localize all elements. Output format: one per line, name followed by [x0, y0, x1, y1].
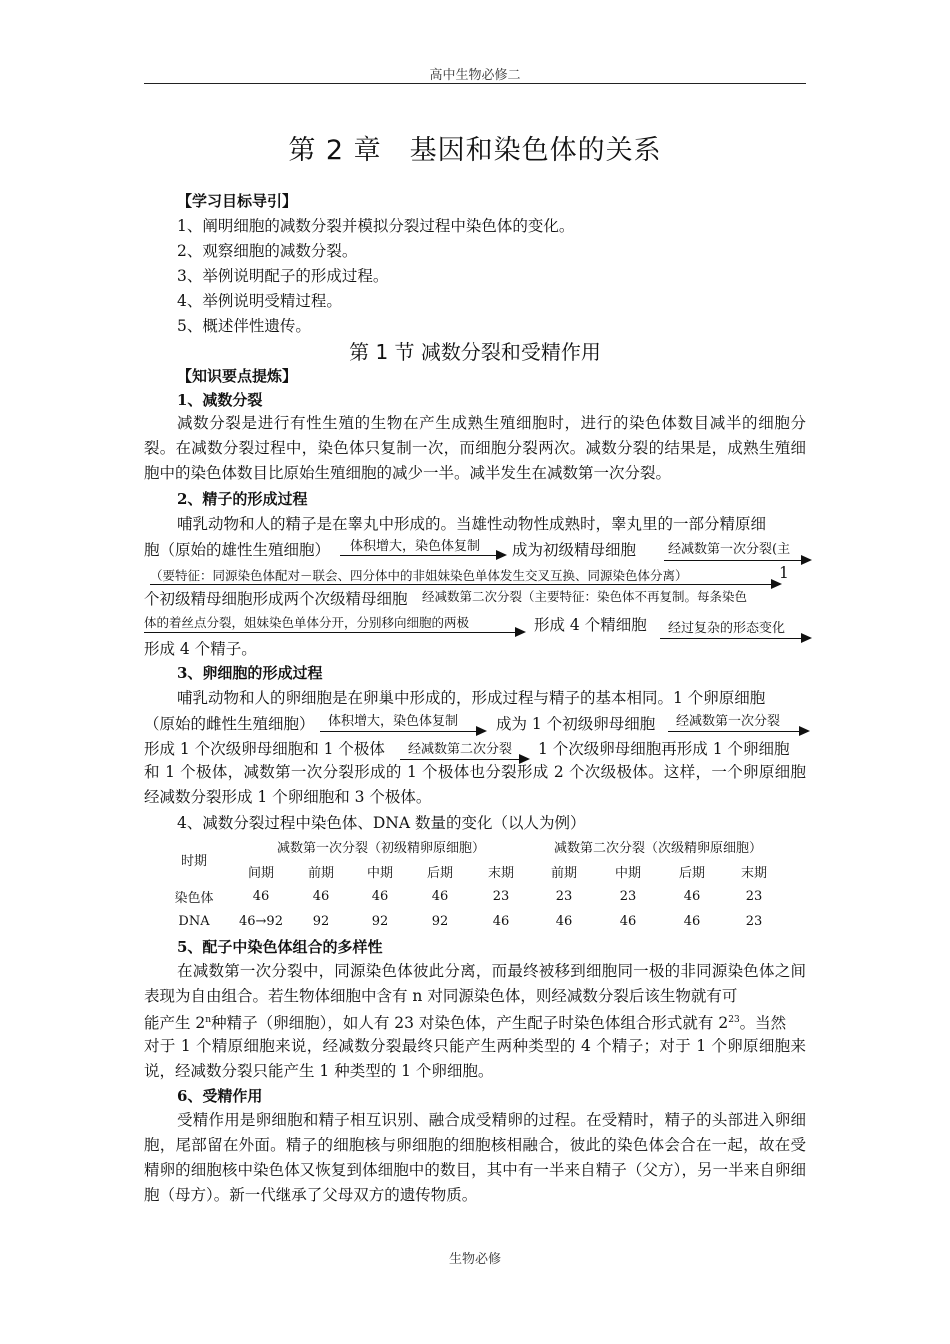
s2-arrow4-label: 经过复杂的形态变化 — [668, 621, 786, 636]
s5-paragraph3: 对于 1 个精原细胞来说，经减数分裂最终只能产生两种类型的 4 个精子；对于 1 个卵原细胞来说，经减数分裂只能产生 1 种类型的 1 个卵细胞。 — [144, 1037, 806, 1080]
phase-header: 前期 — [550, 866, 577, 881]
table-cell: 46 — [371, 889, 389, 904]
period-label: 时期 — [180, 853, 207, 869]
table-cell: 92 — [431, 914, 449, 929]
s2-number: 1 — [779, 564, 789, 582]
s3-arrow1-label: 体积增大，染色体复制 — [328, 714, 459, 729]
s5-title: 5、配子中染色体组合的多样性 — [177, 938, 383, 956]
table-cell: 23 — [555, 889, 573, 904]
s2-arrow1-label: 体积增大，染色体复制 — [350, 539, 481, 554]
objective-item: 2、观察细胞的减数分裂。 — [177, 242, 358, 260]
table-cell: 46 — [312, 889, 330, 904]
s5-text-a: 能产生 2 — [144, 1014, 206, 1032]
s2-line3b: 形成 4 个精细胞 — [534, 616, 647, 634]
s2-arrow4 — [660, 638, 810, 639]
table-cell: 46 — [431, 889, 449, 904]
s3-arrow2 — [668, 731, 808, 732]
table-cell: 23 — [492, 889, 510, 904]
phase-header: 末期 — [487, 866, 514, 881]
table-cell: 46→92 — [239, 914, 283, 929]
s2-arrow2-extension — [150, 584, 780, 585]
table-cell: 46 — [252, 889, 270, 904]
phase-header: 中期 — [366, 866, 393, 881]
section-title: 第 1 节 减数分裂和受精作用 — [349, 340, 601, 364]
table-cell: 46 — [683, 914, 701, 929]
s3-arrow1 — [320, 731, 485, 732]
table-cell: 46 — [555, 914, 573, 929]
table-cell: 23 — [745, 889, 763, 904]
phase-header: 中期 — [614, 866, 641, 881]
phase-header: 间期 — [247, 866, 274, 881]
s2-arrow1 — [340, 555, 505, 556]
table-row — [158, 884, 784, 909]
page-header: 高中生物必修二 — [429, 68, 521, 83]
s3-arrow3-label: 经减数第二次分裂 — [408, 742, 513, 757]
phase-header: 末期 — [740, 866, 767, 881]
knowledge-heading: 【知识要点提炼】 — [177, 367, 298, 385]
table-cell: 92 — [371, 914, 389, 929]
s3-line1: 哺乳动物和人的卵细胞是在卵巢中形成的，形成过程与精子的基本相同。1 个卵原细胞 — [177, 689, 766, 707]
table-cell: 46 — [492, 914, 510, 929]
table-row — [158, 909, 784, 934]
s1-paragraph: 减数分裂是进行有性生殖的生物在产生成熟生殖细胞时，进行的染色体数目减半的细胞分裂。在减数分裂过程中，染色体只复制一次，而细胞分裂两次。减数分裂的结果是，成熟生殖细胞中的染色体数目比原始生殖细胞的减少一半。减半发生在减数第一次分裂。 — [144, 414, 806, 482]
s5-text-c: 。当然 — [739, 1014, 787, 1032]
s3-line3a: 形成 1 个次级卵母细胞和 1 个极体 — [144, 740, 385, 758]
row-label: DNA — [178, 914, 210, 929]
group2-header: 减数第二次分裂（次级精卵原细胞） — [553, 841, 762, 856]
table-cell: 23 — [745, 914, 763, 929]
s6-paragraph: 受精作用是卵细胞和精子相互识别、融合成受精卵的过程。在受精时，精子的头部进入卵细胞，尾部留在外面。精子的细胞核与卵细胞的细胞核相融合，彼此的染色体会合在一起，故在受精卵的细胞核中染色体又恢复到体细胞中的数目，其中有一半来自精子（父方），另一半来自卵细胞（母方）。新一代继承了父母双方的遗传物质。 — [144, 1111, 806, 1204]
objective-item: 1、阐明细胞的减数分裂并模拟分裂过程中染色体的变化。 — [177, 217, 575, 235]
phase-header: 后期 — [678, 866, 705, 881]
header-rule — [144, 83, 806, 84]
table-cell: 92 — [312, 914, 330, 929]
s3-title: 3、卵细胞的形成过程 — [177, 664, 323, 682]
chromosome-dna-table — [158, 834, 784, 934]
s6-title: 6、受精作用 — [177, 1087, 263, 1105]
s2-arrow3 — [144, 632, 524, 633]
table-cell: 46 — [619, 914, 637, 929]
s3-arrow2-label: 经减数第一次分裂 — [676, 714, 781, 729]
superscript-n: n — [205, 1014, 212, 1025]
s2-line2a: 胞（原始的雄性生殖细胞） — [144, 541, 331, 559]
s5-text-b: 种精子（卵细胞），如人有 23 对染色体，产生配子时染色体组合形式就有 2 — [211, 1014, 729, 1032]
s2-arrow3-cont: 体的着丝点分裂，姐妹染色单体分开，分别移向细胞的两极 — [144, 615, 470, 630]
s4-title: 4、减数分裂过程中染色体、DNA 数量的变化（以人为例） — [177, 814, 586, 832]
s2-arrow2 — [664, 560, 810, 561]
objective-item: 5、概述伴性遗传。 — [177, 317, 311, 335]
s2-arrow2-label: 经减数第一次分裂(主 — [668, 542, 791, 557]
s3-paragraph-rest: 和 1 个极体，减数第一次分裂形成的 1 个极体也分裂形成 2 个次级极体。这样，一个卵原细胞经减数分裂形成 1 个卵细胞和 3 个极体。 — [144, 763, 806, 806]
s3-line3b: 1 个次级卵母细胞再形成 1 个卵细胞 — [538, 740, 790, 758]
table-cell: 46 — [683, 889, 701, 904]
s2-line1: 哺乳动物和人的精子是在睾丸中形成的。当雄性动物性成熟时，睾丸里的一部分精原细 — [177, 515, 767, 533]
s5-paragraph1: 在减数第一次分裂中，同源染色体彼此分离，而最终被移到细胞同一极的非同源染色体之间表现为自由组合。若生物体细胞中含有 n 对同源染色体，则经减数分裂后该生物就有可 — [144, 962, 806, 1005]
s2-line4: 形成 4 个精子。 — [144, 640, 257, 658]
s2-arrow2-cont: （要特征：同源染色体配对－联会、四分体中的非姐妹染色单体发生交叉互换、同源染色体分离） — [150, 568, 688, 583]
phase-header: 后期 — [426, 866, 453, 881]
table-cell: 23 — [619, 889, 637, 904]
s1-title: 1、减数分裂 — [177, 391, 263, 409]
s5-line-exponents — [144, 1011, 786, 1033]
objective-item: 3、举例说明配子的形成过程。 — [177, 267, 389, 285]
s3-line2a: （原始的雌性生殖细胞） — [144, 715, 315, 733]
group1-header: 减数第一次分裂（初级精卵原细胞） — [276, 841, 485, 856]
s2-title: 2、精子的形成过程 — [177, 490, 308, 508]
objective-item: 4、举例说明受精过程。 — [177, 292, 342, 310]
row-label: 染色体 — [174, 891, 214, 906]
phase-header: 前期 — [307, 866, 334, 881]
superscript-23: 23 — [728, 1014, 740, 1025]
s2-arrow3-label: 经减数第二次分裂（主要特征：染色体不再复制。每条染色 — [422, 589, 748, 604]
s2-line3a: 个初级精母细胞形成两个次级精母细胞 — [144, 590, 408, 608]
s2-line2b: 成为初级精母细胞 — [512, 541, 637, 559]
objectives-heading: 【学习目标导引】 — [177, 192, 298, 210]
s3-line2b: 成为 1 个初级卵母细胞 — [496, 715, 656, 733]
chapter-title: 第 2 章 基因和染色体的关系 — [288, 135, 662, 166]
page-footer: 生物必修 — [448, 1252, 501, 1267]
